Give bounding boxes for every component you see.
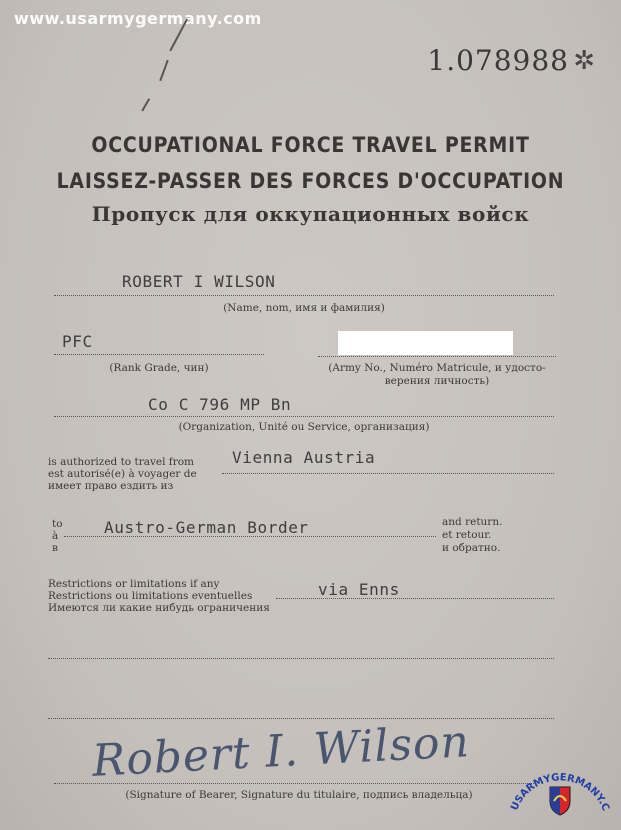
army-number-caption-2: верения личность) xyxy=(384,375,490,387)
signature-caption: (Signature of Bearer, Signature du titulaire, подпись владельца) xyxy=(125,789,473,801)
from-value: Vienna Austria xyxy=(232,448,376,467)
paper-scratch xyxy=(159,60,168,81)
restrictions-line-1 xyxy=(276,598,554,599)
title-russian: Пропуск для оккупационных войск xyxy=(91,202,530,226)
organization-caption: (Organization, Unité ou Service, организация) xyxy=(178,421,430,433)
restrictions-line-2 xyxy=(48,658,554,659)
name-value: ROBERT I WILSON xyxy=(122,272,276,291)
restrictions-label-fr: Restrictions ou limitations eventuelles xyxy=(48,590,253,602)
return-label-ru: и обратно. xyxy=(442,542,501,554)
title-english: OCCUPATIONAL FORCE TRAVEL PERMIT xyxy=(91,133,530,157)
restrictions-label-en: Restrictions or limitations if any xyxy=(48,578,220,590)
title-french: LAISSEZ-PASSER DES FORCES D'OCCUPATION xyxy=(56,169,565,193)
army-number-caption-1: (Army No., Numéro Matricule, и удосто- xyxy=(328,362,546,374)
rank-line xyxy=(54,354,264,355)
return-label-en: and return. xyxy=(442,516,503,528)
signature-line xyxy=(54,783,534,784)
restrictions-label-ru: Имеются ли какие нибудь ограничения xyxy=(48,602,270,614)
from-label-ru: имеет право ездить из xyxy=(48,480,174,492)
organization-line xyxy=(54,416,554,417)
to-label-ru: в xyxy=(52,542,58,554)
logo-graphic xyxy=(506,741,614,827)
logo-arc-text: USARMYGERMANY.C xyxy=(509,772,612,813)
army-number-line xyxy=(318,356,556,357)
serial-asterisk-icon: ✲ xyxy=(573,46,595,76)
rank-value: PFC xyxy=(62,332,93,351)
restrictions-value: via Enns xyxy=(318,580,400,599)
redacted-army-number xyxy=(338,331,513,355)
paper-scratch xyxy=(141,98,149,111)
organization-value: Co C 796 MP Bn xyxy=(148,395,292,414)
name-caption: (Name, nom, имя и фамилия) xyxy=(223,302,385,314)
rank-caption: (Rank Grade, чин) xyxy=(109,362,209,374)
to-line xyxy=(64,536,436,537)
from-label-fr: est autorisé(e) à voyager de xyxy=(48,468,197,480)
bearer-signature: Robert I. Wilson xyxy=(90,716,471,787)
from-line xyxy=(222,473,554,474)
to-label-en: to xyxy=(52,518,63,530)
website-watermark: www.usarmygermany.com xyxy=(14,9,262,28)
name-line xyxy=(54,295,554,296)
serial-number: 1.078988 xyxy=(427,44,569,77)
from-label-en: is authorized to travel from xyxy=(48,456,194,468)
return-label-fr: et retour. xyxy=(442,529,492,541)
restrictions-line-3 xyxy=(48,718,554,719)
usarmygermany-logo xyxy=(506,741,614,827)
to-value: Austro-German Border xyxy=(104,518,309,537)
logo-shield-icon xyxy=(550,787,570,815)
to-label-fr: à xyxy=(52,530,59,542)
